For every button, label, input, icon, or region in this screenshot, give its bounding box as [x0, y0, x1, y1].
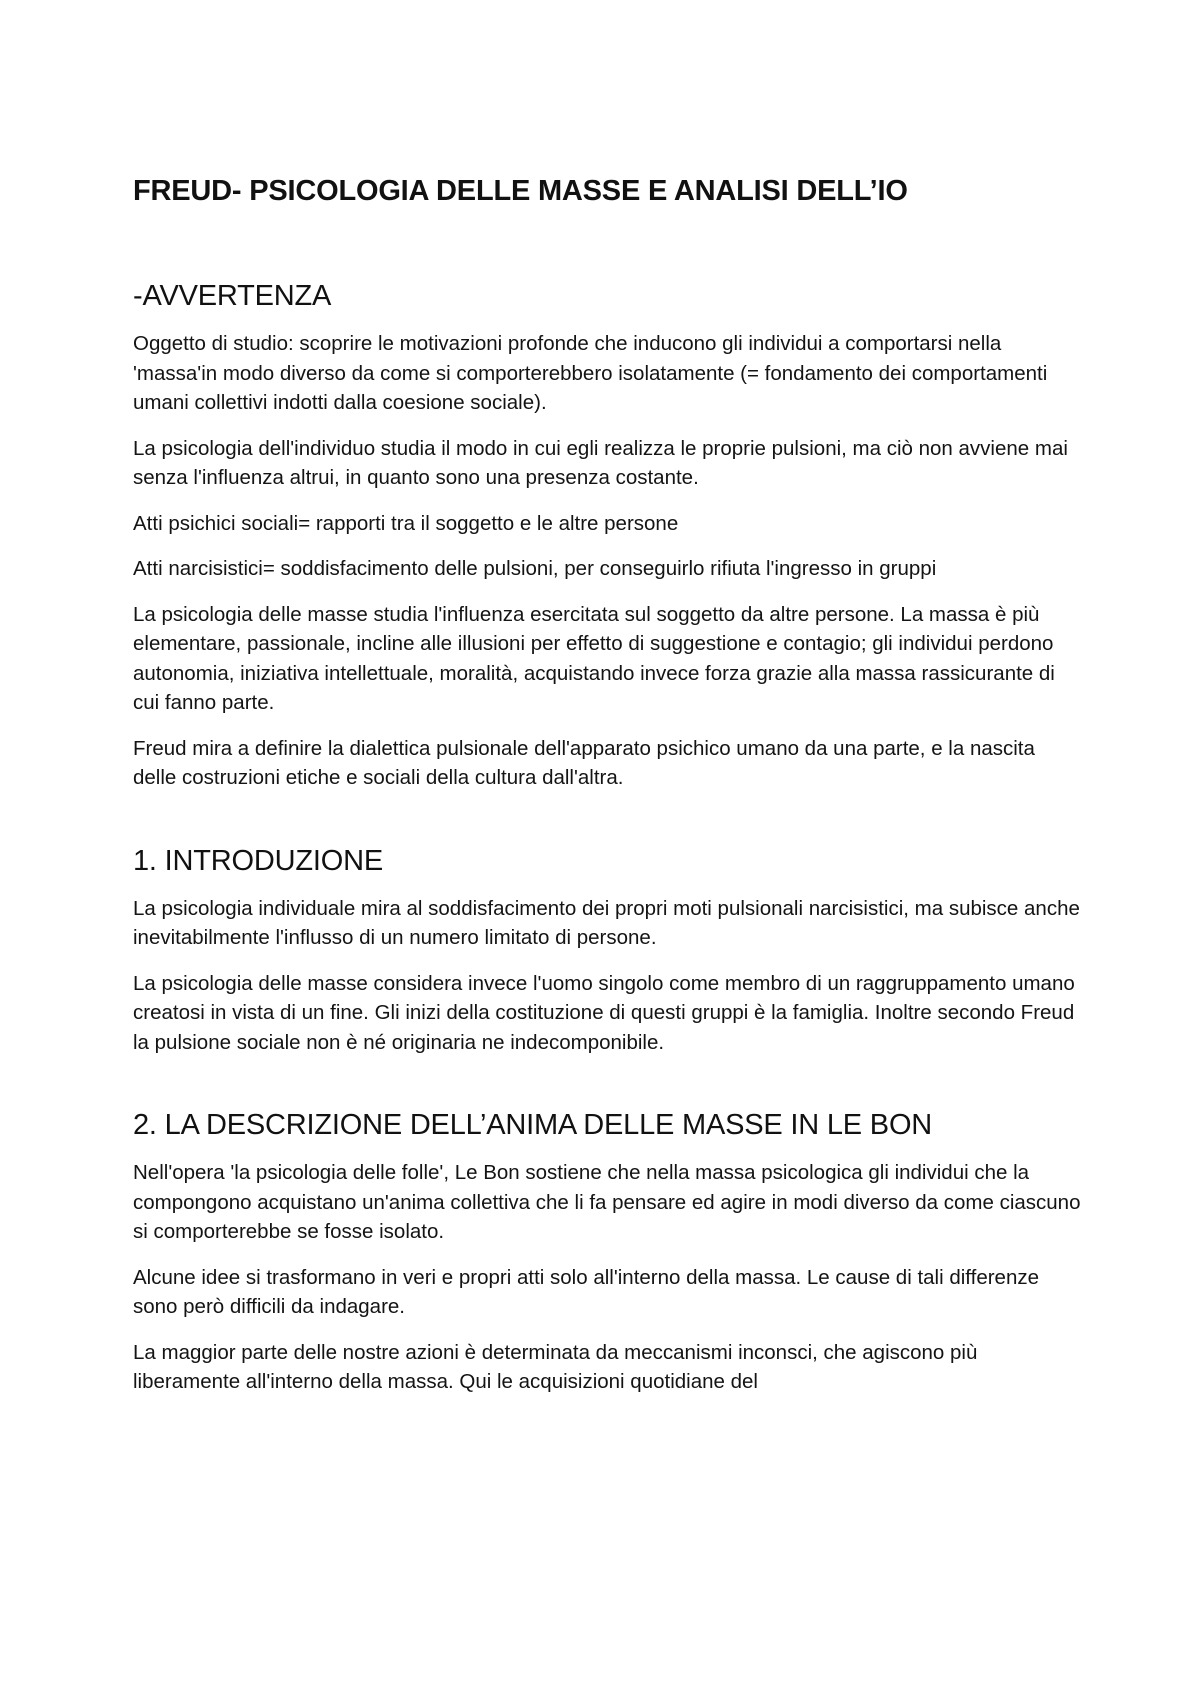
paragraph: La psicologia delle masse considera invece l'uomo singolo come membro di un raggruppamento umano creatosi in vista di un fine. Gli inizi della costituzione di questi gruppi è la famiglia. Inoltre secondo Freud la pulsione sociale non è né originaria ne indecomponibile.: [133, 971, 1075, 1054]
paragraph: Atti narcisistici= soddisfacimento delle pulsioni, per conseguirlo rifiuta l'ingresso in gruppi: [133, 557, 937, 580]
paragraph: La psicologia delle masse studia l'influenza esercitata sul soggetto da altre persone. La massa è più elementare, passionale, incline alle illusioni per effetto di suggestione e contagio; gli individui perdono autonomia, iniziativa intellettuale, moralità, acquistando invece forza grazie alla massa rassicurante di cui fanno parte.: [133, 602, 1055, 714]
document-page: [133, 172, 1083, 1397]
paragraph: Nell'opera 'la psicologia delle folle', Le Bon sostiene che nella massa psicologica gli individui che la compongono acquistano un'anima collettiva che li fa pensare ed agire in modi diverso da come ciascuno si comporterebbe se fosse isolato.: [133, 1161, 1081, 1243]
section-heading: 2. LA DESCRIZIONE DELL’ANIMA DELLE MASSE IN LE BON: [133, 1109, 933, 1141]
paragraph: La psicologia individuale mira al soddisfacimento dei propri moti pulsionali narcisistici, ma subisce anche inevitabilmente l'influsso di un numero limitato di persone.: [133, 896, 1080, 949]
section-heading: -AVVERTENZA: [133, 280, 332, 312]
paragraph: Alcune idee si trasformano in veri e propri atti solo all'interno della massa. Le cause di tali differenze sono però difficili da indagare.: [133, 1265, 1040, 1318]
paragraph: Freud mira a definire la dialettica pulsionale dell'apparato psichico umano da una parte, e la nascita delle costruzioni etiche e sociali della cultura dall'altra.: [133, 736, 1035, 789]
section-le-bon: [133, 1106, 1083, 1397]
section-introduzione: [133, 842, 1083, 1058]
paragraph: La psicologia dell'individuo studia il modo in cui egli realizza le proprie pulsioni, ma ciò non avviene mai senza l'influenza altrui, in quanto sono una presenza costante.: [133, 436, 1068, 489]
section-heading: 1. INTRODUZIONE: [133, 844, 383, 877]
paragraph: Atti psichici sociali= rapporti tra il soggetto e le altre persone: [133, 511, 679, 535]
document-title: FREUD- PSICOLOGIA DELLE MASSE E ANALISI DELL’IO: [133, 175, 908, 207]
paragraph: La maggior parte delle nostre azioni è determinata da meccanismi inconsci, che agiscono più liberamente all'interno della massa. Qui le acquisizioni quotidiane del: [133, 1340, 978, 1393]
section-avvertenza: [133, 277, 1083, 793]
paragraph: Oggetto di studio: scoprire le motivazioni profonde che inducono gli individui a comportarsi nella 'massa'in modo diverso da come si comporterebbero isolatamente (= fondamento dei comportamenti umani collettivi indotti dalla coesione sociale).: [133, 332, 1048, 414]
